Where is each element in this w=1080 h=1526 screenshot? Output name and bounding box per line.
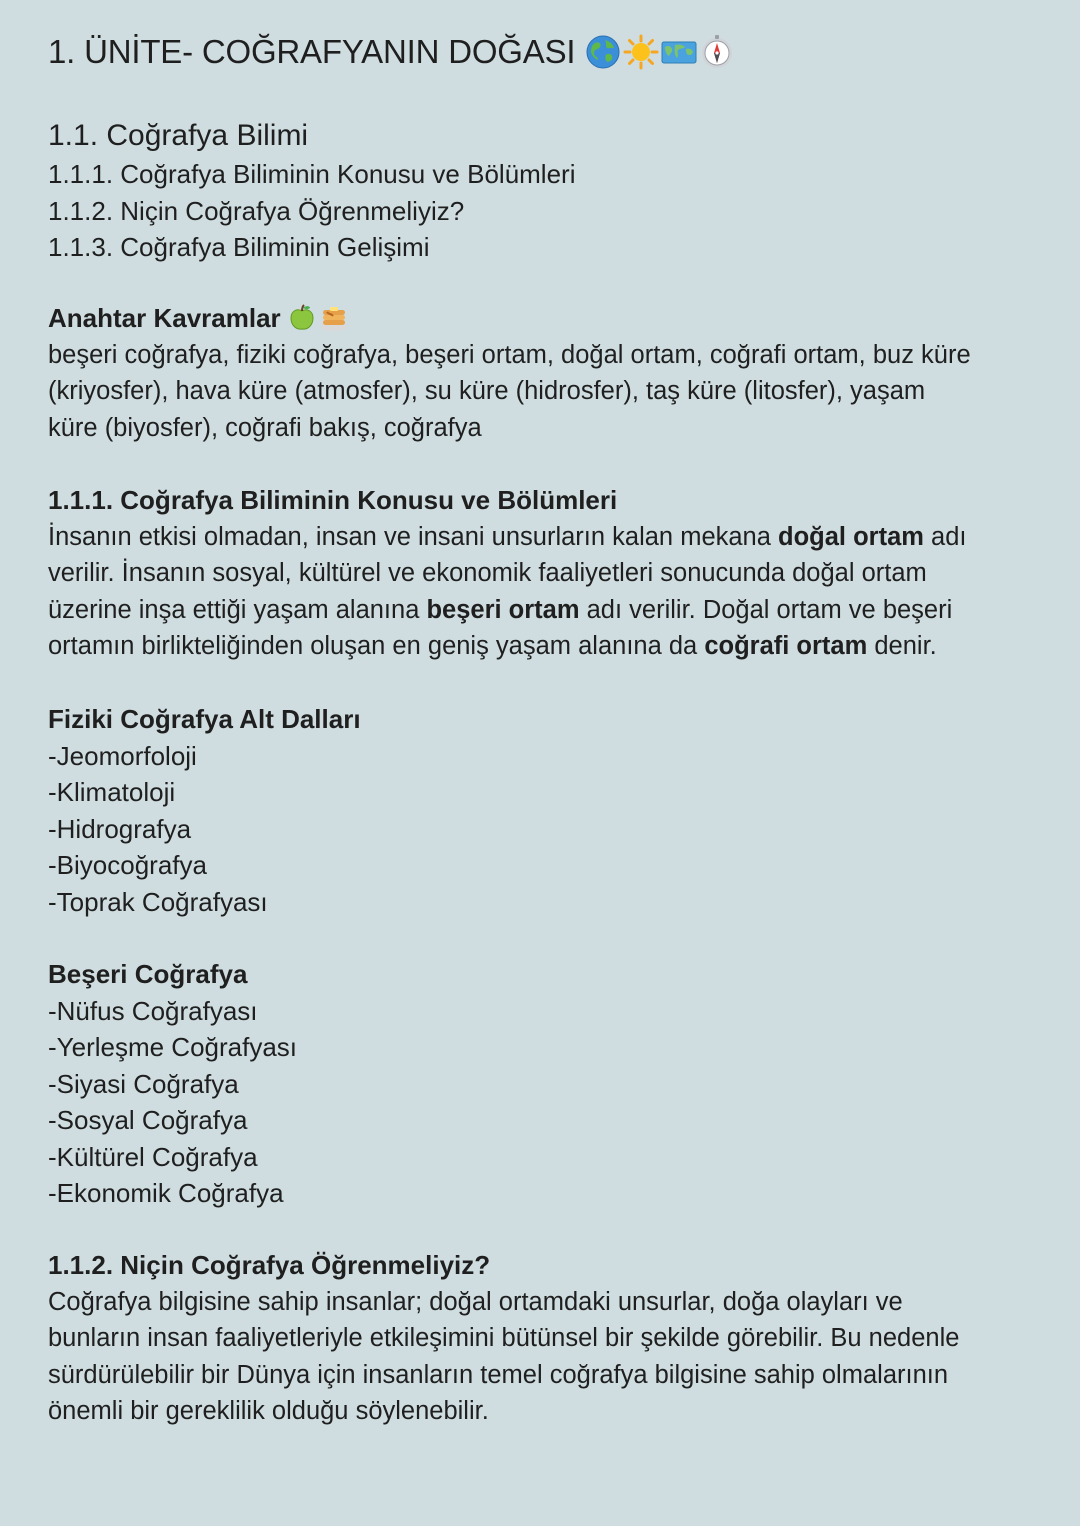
- table-of-contents: [48, 116, 1030, 266]
- toc-item: 1.1.2. Niçin Coğrafya Öğrenmeliyiz?: [48, 195, 465, 226]
- text-span: üzerine inşa ettiği yaşam alanına: [48, 595, 427, 624]
- list-item: -Siyasi Coğrafya: [48, 1068, 239, 1099]
- list-item: -Toprak Coğrafyası: [48, 886, 268, 917]
- key-concepts-emojis: [287, 303, 349, 333]
- list-item: -Sosyal Coğrafya: [48, 1105, 248, 1135]
- list-item: -Nüfus Coğrafyası: [48, 995, 258, 1026]
- section-heading: 1.1.2. Niçin Coğrafya Öğrenmeliyiz?: [48, 1250, 491, 1280]
- list-item: -Jeomorfoloji: [48, 740, 197, 771]
- toc-main: 1.1. Coğrafya Bilimi: [48, 119, 309, 152]
- sun-icon: [623, 34, 659, 70]
- section-heading: 1.1.1. Coğrafya Biliminin Konusu ve Bölümleri: [48, 485, 618, 515]
- unit-title-text: 1. ÜNİTE- COĞRAFYANIN DOĞASI: [48, 33, 576, 70]
- text-span: adı: [923, 522, 967, 551]
- pancakes-icon: [319, 303, 349, 333]
- key-concepts-line: (kriyosfer), hava küre (atmosfer), su küre (hidrosfer), taş küre (litosfer), yaşam: [48, 377, 926, 405]
- compass-icon: [699, 34, 735, 70]
- text-span: İnsanın etkisi olmadan, insan ve insani unsurların kalan mekana: [48, 522, 778, 551]
- key-concepts: [48, 300, 971, 446]
- bold-term: coğrafi ortam: [704, 632, 868, 660]
- toc-item: 1.1.3. Coğrafya Biliminin Gelişimi: [48, 232, 430, 262]
- bold-term: doğal ortam: [778, 522, 924, 551]
- list-item: -Yerleşme Coğrafyası: [48, 1032, 298, 1062]
- green-apple-icon: [287, 303, 317, 333]
- world-map-icon: [661, 34, 697, 70]
- paragraph-line: [48, 628, 966, 665]
- list-item: -Kültürel Coğrafya: [48, 1141, 258, 1172]
- key-concepts-heading: [48, 300, 971, 337]
- title-emojis: [585, 34, 735, 70]
- text-span: denir.: [867, 632, 937, 660]
- text-span: ortamın birlikteliğinden oluşan en geniş yaşam alanına da: [48, 632, 705, 660]
- paragraph-line: bunların insan faaliyetleriyle etkileşimini bütünsel bir şekilde görebilir. Bu nedenle: [48, 1324, 960, 1352]
- bold-term: beşeri ortam: [426, 595, 580, 624]
- globe-icon: [585, 34, 621, 70]
- section-why: [48, 1247, 959, 1430]
- key-concepts-heading-text: Anahtar Kavramlar: [48, 303, 281, 333]
- paragraph-line: önemli bir gereklilik olduğu söylenebilir.: [48, 1397, 489, 1425]
- physical-geography-list: [48, 701, 361, 920]
- list-heading: Fiziki Coğrafya Alt Dalları: [48, 704, 361, 734]
- key-concepts-line: beşeri coğrafya, fiziki coğrafya, beşeri ortam, doğal ortam, coğrafi ortam, buz küre: [48, 340, 971, 369]
- paragraph-line: [48, 592, 966, 629]
- section-subject: [48, 482, 966, 665]
- list-item: -Klimatoloji: [48, 777, 176, 807]
- toc-item: 1.1.1. Coğrafya Biliminin Konusu ve Bölümleri: [48, 159, 576, 189]
- list-item: -Biyocoğrafya: [48, 850, 207, 880]
- key-concepts-line: küre (biyosfer), coğrafi bakış, coğrafya: [48, 413, 482, 442]
- list-heading: Beşeri Coğrafya: [48, 959, 248, 989]
- paragraph-line: sürdürülebilir bir Dünya için insanların temel coğrafya bilgisine sahip olmalarının: [48, 1360, 949, 1389]
- paragraph-line: verilir. İnsanın sosyal, kültürel ve ekonomik faaliyetleri sonucunda doğal ortam: [48, 559, 927, 587]
- unit-title: [48, 28, 1030, 76]
- text-span: adı verilir. Doğal ortam ve beşeri: [579, 595, 953, 624]
- human-geography-list: [48, 956, 297, 1212]
- list-item: -Ekonomik Coğrafya: [48, 1178, 284, 1208]
- list-item: -Hidrografya: [48, 813, 192, 844]
- paragraph-line: [48, 519, 966, 556]
- paragraph-line: Coğrafya bilgisine sahip insanlar; doğal ortamdaki unsurlar, doğa olayları ve: [48, 1287, 903, 1316]
